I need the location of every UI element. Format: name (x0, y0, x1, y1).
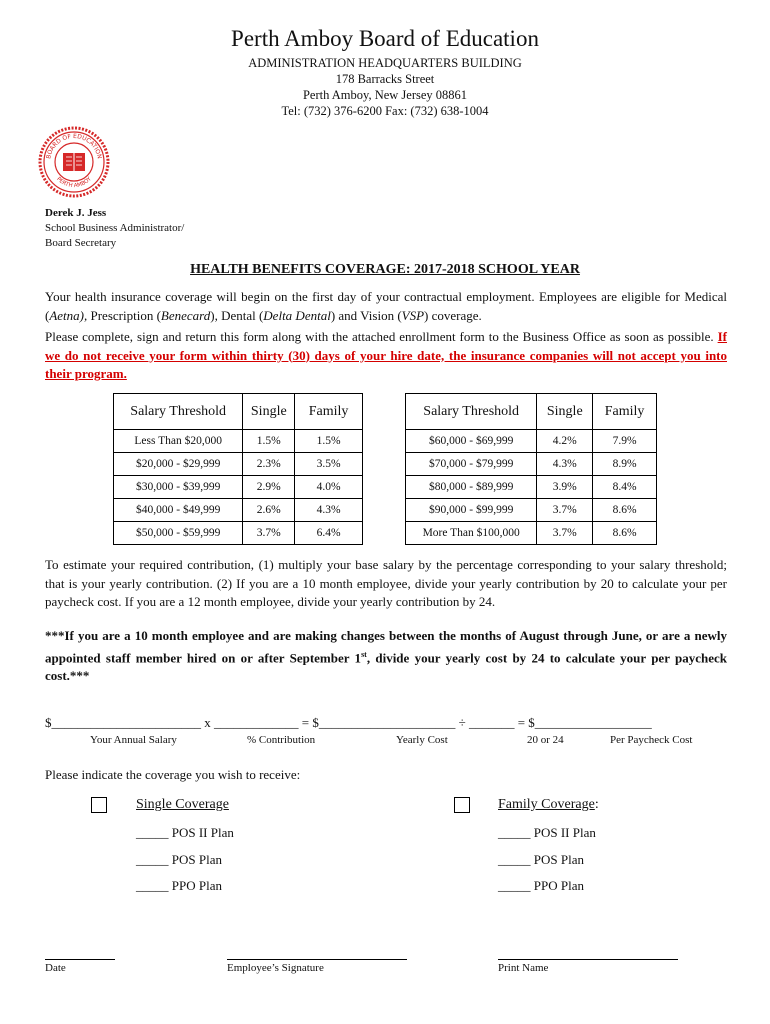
building-name: ADMINISTRATION HEADQUARTERS BUILDING (248, 56, 522, 70)
rate-row (406, 522, 657, 545)
family-rate-cell: 3.5% (295, 453, 363, 476)
svg-text:PERTH AMBOY (55, 176, 93, 189)
single-rate-cell: 3.9% (537, 476, 593, 499)
rate-row (114, 430, 363, 453)
salary-threshold-cell: $70,000 - $79,999 (406, 453, 537, 476)
single-rate-cell: 1.5% (243, 430, 295, 453)
street-address: 178 Barracks Street (335, 72, 435, 86)
single-rate-cell: 2.3% (243, 453, 295, 476)
print-name-field[interactable]: Print Name (498, 959, 678, 974)
single-rate-cell: 3.7% (243, 522, 295, 545)
rate-row (406, 430, 657, 453)
single-rate-cell: 2.9% (243, 476, 295, 499)
family-ppo-option[interactable]: _____ PPO Plan (498, 878, 584, 893)
estimate-instructions: To estimate your required contribution, (1) multiply your base salary by the percentage corresponding to your salary threshold; that is your yearly contribution. (2) If you are a 10 month employee, divide your yearly contribution by 20 to calculate your per paycheck cost. If you are a 12 month employee, divide your yearly contribution by 24. (45, 557, 727, 609)
phone-fax: Tel: (732) 376-6200 Fax: (732) 638-1004 (281, 104, 489, 118)
single-pos-ii-option[interactable]: _____ POS II Plan (136, 825, 234, 840)
signatory-title-2: Board Secretary (45, 237, 117, 249)
single-pos-option[interactable]: _____ POS Plan (136, 852, 222, 867)
deadline-warning: If we do not receive your form within thirty (30) days of your hire date, the insurance companies will not accept you into their program. (45, 329, 727, 381)
intro-paragraph-1: Your health insurance coverage will begin on the first day of your contractual employment. Employees are eligible for Medical (Aetna), Prescription (Benecard), Dental (Delta Dental) and Vision (VSP) coverage. (45, 289, 727, 323)
single-rate-cell: 3.7% (537, 522, 593, 545)
family-rate-cell: 7.9% (593, 430, 657, 453)
single-coverage-checkbox[interactable] (91, 797, 107, 813)
family-pos-ii-option[interactable]: _____ POS II Plan (498, 825, 596, 840)
contribution-calc-line[interactable]: $_______________________ x _____________ = $_____________________ ÷ _______ = $__________________ (45, 715, 652, 730)
salary-threshold-cell: $90,000 - $99,999 (406, 499, 537, 522)
salary-threshold-cell: $20,000 - $29,999 (114, 453, 243, 476)
section-title: HEALTH BENEFITS COVERAGE: 2017-2018 SCHOOL YEAR (190, 262, 580, 277)
family-rate-cell: 4.0% (295, 476, 363, 499)
signatory-name: Derek J. Jess (45, 207, 107, 219)
family-rate-cell: 6.4% (295, 522, 363, 545)
intro-paragraph-2: Please complete, sign and return this form along with the attached enrollment form to the Business Office as soon as possible. If we do not receive your form within thirty (30) days of your hire date, the insurance companies will not accept you into their program. (45, 329, 727, 381)
seal-bottom-text: PERTH AMBOY (55, 176, 93, 190)
family-rate-cell: 4.3% (295, 499, 363, 522)
label-yearly-cost: Yearly Cost (396, 734, 448, 746)
rate-row (114, 522, 363, 545)
family-rate-cell: 8.6% (593, 499, 657, 522)
salary-threshold-cell: $40,000 - $49,999 (114, 499, 243, 522)
salary-threshold-cell: Less Than $20,000 (114, 430, 243, 453)
rate-row (406, 476, 657, 499)
salary-threshold-cell: $50,000 - $59,999 (114, 522, 243, 545)
col-header-salary: Salary Threshold (114, 394, 243, 430)
signatory-block (45, 206, 184, 251)
seal-top-text: BOARD OF EDUCATION (45, 132, 103, 160)
salary-threshold-cell: More Than $100,000 (406, 522, 537, 545)
single-rate-cell: 4.3% (537, 453, 593, 476)
col-header-family: Family (295, 394, 363, 430)
family-coverage-heading: Family Coverage: (498, 797, 599, 812)
employee-signature-field[interactable]: Employee’s Signature (227, 959, 407, 974)
single-rate-cell: 4.2% (537, 430, 593, 453)
rates-table-right (405, 393, 657, 545)
rate-row (114, 453, 363, 476)
family-coverage-checkbox[interactable] (454, 797, 470, 813)
label-per-paycheck-cost: Per Paycheck Cost (610, 734, 693, 746)
salary-threshold-cell: $60,000 - $69,999 (406, 430, 537, 453)
family-rate-cell: 8.9% (593, 453, 657, 476)
col-header-single: Single (537, 394, 593, 430)
rate-row (114, 476, 363, 499)
single-ppo-option[interactable]: _____ PPO Plan (136, 878, 222, 893)
coverage-prompt: Please indicate the coverage you wish to receive: (45, 767, 301, 782)
family-pos-option[interactable]: _____ POS Plan (498, 852, 584, 867)
salary-threshold-cell: $80,000 - $89,999 (406, 476, 537, 499)
family-rate-cell: 8.4% (593, 476, 657, 499)
single-rate-cell: 2.6% (243, 499, 295, 522)
rate-row (114, 499, 363, 522)
board-name-title: Perth Amboy Board of Education (231, 26, 539, 51)
signatory-title-1: School Business Administrator/ (45, 222, 185, 234)
family-rate-cell: 1.5% (295, 430, 363, 453)
date-field[interactable]: Date (45, 959, 115, 974)
col-header-single: Single (243, 394, 295, 430)
col-header-salary: Salary Threshold (406, 394, 537, 430)
label-percent-contribution: % Contribution (247, 734, 316, 746)
rates-table-left (113, 393, 363, 545)
board-seal-icon (38, 126, 110, 198)
rate-row (406, 453, 657, 476)
col-header-family: Family (593, 394, 657, 430)
salary-threshold-cell: $30,000 - $39,999 (114, 476, 243, 499)
city-address: Perth Amboy, New Jersey 08861 (302, 88, 468, 102)
single-coverage-heading: Single Coverage (136, 797, 229, 812)
ten-month-note: ***If you are a 10 month employee and are making changes between the months of August through June, or are a newly appointed staff member hired on or after September 1st, divide your yearly cost by 24 to calculate your per paycheck cost.*** (45, 628, 727, 684)
single-rate-cell: 3.7% (537, 499, 593, 522)
rate-row (406, 499, 657, 522)
family-rate-cell: 8.6% (593, 522, 657, 545)
label-annual-salary: Your Annual Salary (90, 734, 177, 746)
label-20-or-24: 20 or 24 (527, 734, 564, 746)
